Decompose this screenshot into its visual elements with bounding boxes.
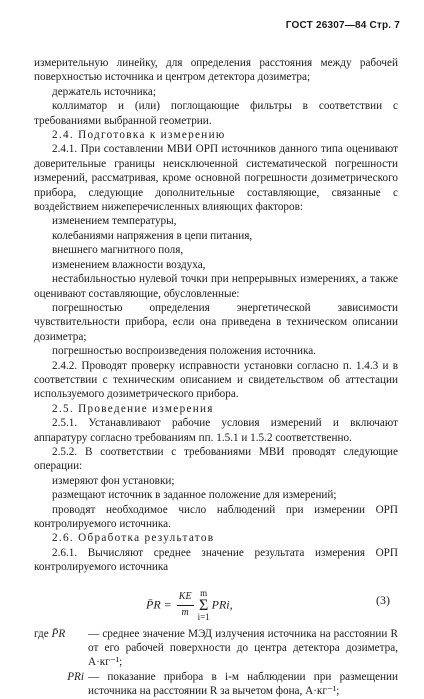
formula-lhs: P̄R [146, 596, 161, 611]
list-item: внешнего магнитного поля, [52, 244, 184, 257]
list-item: погрешностью определения энергетической зависимости чувствительности прибора, если она приведена в техническом описании дозиметра; [34, 301, 398, 343]
list-item: изменением влажности воздуха, [52, 258, 206, 271]
page-header: ГОСТ 26307—84 Стр. 7 [285, 20, 400, 31]
formula-rhs: PRi, [211, 596, 233, 611]
formula-fraction [177, 590, 194, 620]
definition-text: — показание прибора в i-м наблюдении при размещении источника на расстоянии R за вычетом фона, А·кг⁻¹; [88, 670, 398, 698]
formula-expression [146, 589, 233, 622]
definitions-list [34, 627, 398, 699]
paragraph: 2.5.1. Устанавливают рабочие условия измерений и включают аппаратуру согласно требованиям пп. 1.5.1 и 1.5.2 соответственно. [34, 417, 398, 444]
formula-equals: = [160, 596, 175, 611]
list-item: погрешностью воспроизведения положения источника. [52, 345, 316, 358]
paragraph: 2.4.2. Проводят проверку исправности установки согласно п. 1.4.3 и в соответствии с техническим описанием и свидетельством об аттестации используемого дозиметрического прибора. [34, 359, 398, 401]
definition-item [34, 627, 398, 670]
paragraph: нестабильностью нулевой точки при непрерывных измерениях, а также оценивают составляющие, обусловленные: [34, 273, 398, 300]
formula-3 [34, 579, 398, 625]
fraction-numerator: KE [177, 590, 194, 605]
list-item: изменением температуры, [52, 215, 177, 228]
list-item: размещают источник в заданное положение для измерений; [52, 489, 337, 502]
definition-symbol: PRi [67, 670, 84, 683]
paragraph: измерительную линейку, для определения расстояния между рабочей поверхностью источника и центром детектора дозиметра; [34, 57, 398, 84]
list-item: проводят необходимое число наблюдений при измерении ОРП контролируемого источника. [34, 503, 398, 530]
document-body [34, 56, 398, 699]
definition-item [34, 670, 398, 699]
section-heading: 2.5. Проведение измерения [52, 402, 214, 415]
list-item: измеряют фон установки; [52, 474, 175, 487]
sum-upper-limit: m [200, 587, 208, 598]
list-item: колебаниями напряжения в цепи питания, [52, 229, 253, 242]
definition-text: — среднее значение МЭД излучения источника на расстоянии R от его рабочей поверхности до центра детектора дозиметра, А·кг⁻¹; [88, 627, 398, 669]
paragraph: 2.5.2. В соответствии с требованиями МВИ проводят следующие операции: [34, 445, 398, 473]
section-heading: 2.4. Подготовка к измерению [52, 129, 226, 142]
fraction-denominator: m [181, 606, 189, 618]
sigma-symbol: Σ [198, 596, 209, 614]
equation-number: (3) [376, 592, 390, 607]
paragraph: коллиматор и (или) поглощающие фильтры в соответствии с требованиями выбранной геометрии. [34, 100, 398, 127]
sum-lower-limit: i=1 [197, 611, 210, 622]
paragraph: 2.4.1. При составлении МВИ ОРП источников данного типа оценивают доверительные границы неисключенной систематической погрешности измерений, рассматривая, кроме основной погрешности дозиметрического прибора, следующие дополнительные составляющие, связанные с воздействием нижеперечисленных влияющих факторов: [34, 143, 398, 214]
summation [198, 589, 210, 622]
definition-symbol: где P̄R [34, 627, 66, 640]
section-heading: 2.6. Обработка результатов [52, 532, 215, 545]
paragraph: держатель источника; [52, 85, 156, 98]
paragraph: 2.6.1. Вычисляют среднее значение результата измерения ОРП контролируемого источника [34, 546, 398, 574]
